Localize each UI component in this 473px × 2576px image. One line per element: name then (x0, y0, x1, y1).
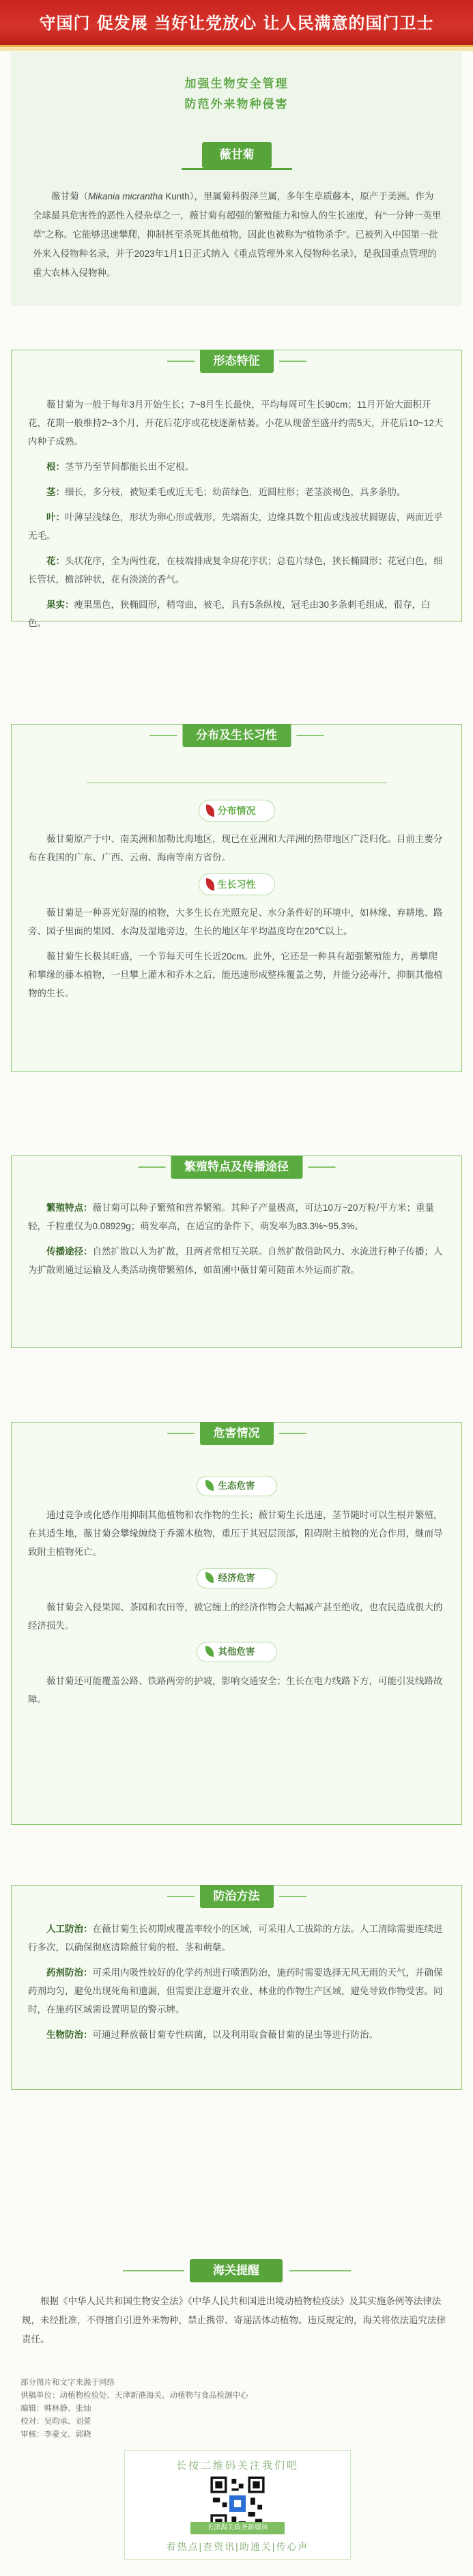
intro-prefix: 薇甘菊（ (51, 191, 88, 201)
red-leaf-icon (206, 878, 214, 891)
green-leaf-icon (205, 1646, 214, 1657)
intro-rest: Kunth），里属菊科假泽兰属，多年生草质藤本，原产于美洲。作为全球最具危害性的恶性入侵杂草之一，薇甘菊有超强的繁殖能力和惊人的生长速度，有“一分钟一英里草”之称。它能够迅速攀爬，抑制甚至杀死其他植物，因此也被称为“植物杀手”。已被列入中国第一批外来入侵物种名录，并于2023年1月1日正式纳入《重点管理外来入侵物种名录》，是我国重点管理的重大农林入侵物种。 (33, 191, 442, 278)
biological-text: 可通过释放薇甘菊专性病菌，以及利用取食薇甘菊的昆虫等进行防治。 (92, 2030, 378, 2040)
other-text: 薇甘菊还可能覆盖公路、铁路两旁的护坡，影响交通安全；生长在电力线路下方，可能引发线路故障。 (28, 1676, 443, 1705)
reproduction-trait (28, 1199, 445, 1235)
morph-leaf (28, 508, 445, 545)
growth-text-1: 薇甘菊是一种喜光好湿的植物，大多生长在光照充足、水分条件好的环境中，如林缘、弃耕地、路旁、园子里面的果园、水沟及湿地旁边，生长的地区年平均温度均在20℃以上。 (28, 908, 443, 936)
stem-text: 细长，多分枝，被短柔毛或近无毛；幼苗绿色，近圆柱形；老茎淡褐色，具多条肋。 (65, 487, 406, 497)
morph-fruit (28, 596, 445, 632)
manual-text: 在薇甘菊生长初期或覆盖率较小的区域，可采用人工拔除的方法。人工清除需要连续进行多次，以确保彻底清除薇甘菊的根、茎和萌蘖。 (28, 1924, 443, 1952)
tag-ecological-label: 生态危害 (218, 1481, 255, 1491)
reminder-line-left (123, 2270, 184, 2271)
chemical-control (28, 1963, 445, 2019)
tag-economic-label: 经济危害 (218, 1573, 255, 1583)
distribution-text: 薇甘菊原产于中、南美洲和加勒比海地区，现已在亚洲和大洋洲的热带地区广泛归化。目前主要分布在我国的广东、广西、云南、海南等南方省份。 (28, 834, 443, 863)
qr-title: 长按二维码关注我们吧 (175, 2460, 299, 2472)
prevention-heading: 防治方法 (200, 1885, 274, 1908)
fruit-label: 果实： (46, 600, 74, 610)
hero-titles (11, 74, 462, 115)
manual-label: 人工防治： (46, 1924, 93, 1934)
morphology-card (11, 350, 462, 628)
path-label: 传播途径： (46, 1246, 93, 1257)
morph-stem (28, 483, 445, 501)
tag-growth (199, 873, 275, 895)
green-leaf-icon (205, 1572, 214, 1583)
reminder-text (22, 2292, 452, 2349)
credits (20, 2377, 293, 2441)
banner-stripe (0, 47, 473, 51)
header-banner (0, 0, 473, 47)
leaf-text: 叶薄呈浅绿色，形状为卵心形或戟形，先端渐尖，边缘具数个粗齿或浅波状圆锯齿，两面近乎无毛。 (28, 512, 443, 541)
biological-label: 生物防治： (46, 2030, 93, 2040)
morph-flower (28, 552, 445, 589)
species-name-badge: 薇甘菊 (202, 142, 272, 168)
morph-root (28, 458, 445, 476)
tag-distribution-label: 分布情况 (217, 805, 256, 816)
credits-source: 部分图片和文字来源于网络 (20, 2379, 115, 2387)
credits-editor: 编辑：韩林静、张灿 (20, 2405, 91, 2413)
hazard-card (11, 1422, 462, 1825)
morphology-heading: 形态特征 (200, 350, 274, 373)
flower-text: 头状花序，全为两性花，在枝端排成复伞房花序状；总苞片绿色，狭长椭圆形；花冠白色，细长管状，檐部钟状，花有淡淡的香气。 (28, 556, 443, 585)
path-text: 自然扩散以人为扩散，且两者常相互关联。自然扩散借助风力、水流进行种子传播；人为扩散则通过运输及人类活动携带繁殖体，如苗圃中薇甘菊可随苗木外运而扩散。 (28, 1246, 443, 1275)
root-text: 茎节乃至节间都能长出不定根。 (65, 462, 194, 472)
growth-text-2: 薇甘菊生长极其旺盛，一个节每天可生长近20cm。此外，它还是一种具有超强繁殖能力，善攀爬和攀缘的藤本植物，一旦攀上灌木和乔木之后，能迅速形成整株覆盖之势，并能分泌毒汁，抑制其他植物的生长。 (28, 951, 443, 998)
banner-title: 守国门 促发展 当好让党放心 让人民满意的国门卫士 (39, 14, 434, 33)
credits-proofreader: 校对：吴昀承、刘蕾 (20, 2418, 91, 2426)
hero-title-line2: 防范外来物种侵害 (184, 98, 289, 111)
intro-latin: Mikania micrantha (88, 191, 163, 201)
credits-provider: 供稿单位：动植物检验处、天津新港海关、动植物与食品检测中心 (20, 2392, 248, 2400)
tag-other (197, 1642, 277, 1662)
reproduction-body (28, 1199, 445, 1286)
fruit-text: 瘦果黑色，狭椭圆形，稍弯曲，被毛，具有5条纵棱，冠毛由30多条刺毛组成，很存，白色。 (28, 600, 431, 628)
credits-reviewer: 审核：李豪文、郭晓 (20, 2431, 91, 2439)
manual-control (28, 1920, 445, 1957)
prevention-body (28, 1920, 445, 2051)
reproduction-card (11, 1156, 462, 1348)
morphology-body (28, 395, 445, 639)
hero-title-line1: 加强生物安全管理 (184, 77, 289, 90)
stem-label: 茎： (46, 487, 65, 497)
intro-card (11, 52, 462, 306)
morphology-intro: 薇甘菊为一般于每年3月开始生长；7~8月生长最快，平均每周可生长90cm；11月开始大面积开花，花期一般维持2~3个月，开花后花序或花枝逐渐枯萎。小花从现蕾至盛开约需5天，开花后10~12天内种子成熟。 (28, 400, 444, 447)
tag-distribution (199, 800, 275, 822)
reproduction-heading: 繁殖特点及传播途径 (171, 1156, 302, 1179)
leaf-label: 叶： (46, 512, 65, 522)
tag-growth-label: 生长习性 (217, 879, 256, 890)
prevention-card (11, 1885, 462, 2090)
distribution-card (11, 724, 462, 1072)
chemical-text: 可采用内吸性较好的化学药剂进行喷洒防治，施药时需要选择无风无雨的天气，并确保药剂均匀，避免出现死角和遗漏，但需要注意避开农业、林业的作物生产区域，避免导致作物受害。同时，在施药区域需设置明显的警示牌。 (28, 1968, 443, 2015)
tag-other-label: 其他危害 (218, 1647, 255, 1657)
distribution-body (28, 793, 445, 1009)
distribution-heading: 分布及生长习性 (182, 724, 291, 747)
tag-ecological (197, 1476, 277, 1496)
qr-caption-bar: 天津海关政务新媒体 (190, 2522, 285, 2534)
green-leaf-icon (205, 1480, 214, 1491)
trait-label: 繁殖特点： (46, 1203, 93, 1213)
reproduction-path (28, 1242, 445, 1279)
red-leaf-icon (206, 804, 214, 817)
trait-text: 薇甘菊可以种子繁殖和营养繁殖。其种子产量极高，可达10万~20万粒/平方米；重量轻，千粒重仅为0.08929g；萌发率高，在适宜的条件下，萌发率为83.3%~95.3%。 (28, 1203, 435, 1231)
divider-line (87, 782, 387, 783)
chemical-label: 药剂防治： (46, 1968, 93, 1978)
root-label: 根： (46, 462, 65, 472)
reminder-line-right (289, 2270, 351, 2271)
species-name-underline (182, 168, 292, 170)
ecological-text: 通过竞争或化感作用抑制其他植物和农作物的生长；薇甘菊生长迅速，茎节随时可以生根并繁殖，在其适生地，薇甘菊会攀缘缠绕于乔灌木植物，重压于其冠层顶部，阻碍附主植物的光合作用，继而导致附主植物死亡。 (28, 1510, 443, 1557)
economic-text: 薇甘菊会入侵果园、茶园和农田等，被它缠上的经济作物会大幅减产甚至绝收，也农民造成很大的经济损失。 (28, 1602, 443, 1631)
biological-control (28, 2026, 445, 2044)
species-intro (33, 187, 442, 283)
reminder-heading: 海关提醒 (190, 2259, 283, 2282)
qr-card (124, 2450, 351, 2560)
reminder-body: 根据《中华人民共和国生物安全法》《中华人民共和国进出境动植物检疫法》及其实施条例等法律法规，未经批准，不得擅自引进外来物种，禁止携带、寄递活体动植物。违反规定的，海关将依法追究法律责任。 (22, 2296, 446, 2344)
qr-footer: 看热点|查资讯|助通关|传心声 (166, 2541, 309, 2552)
hazard-body (28, 1470, 445, 1716)
hazard-heading: 危害情况 (200, 1422, 274, 1445)
tag-economic (197, 1568, 277, 1588)
flower-label: 花： (46, 556, 65, 566)
